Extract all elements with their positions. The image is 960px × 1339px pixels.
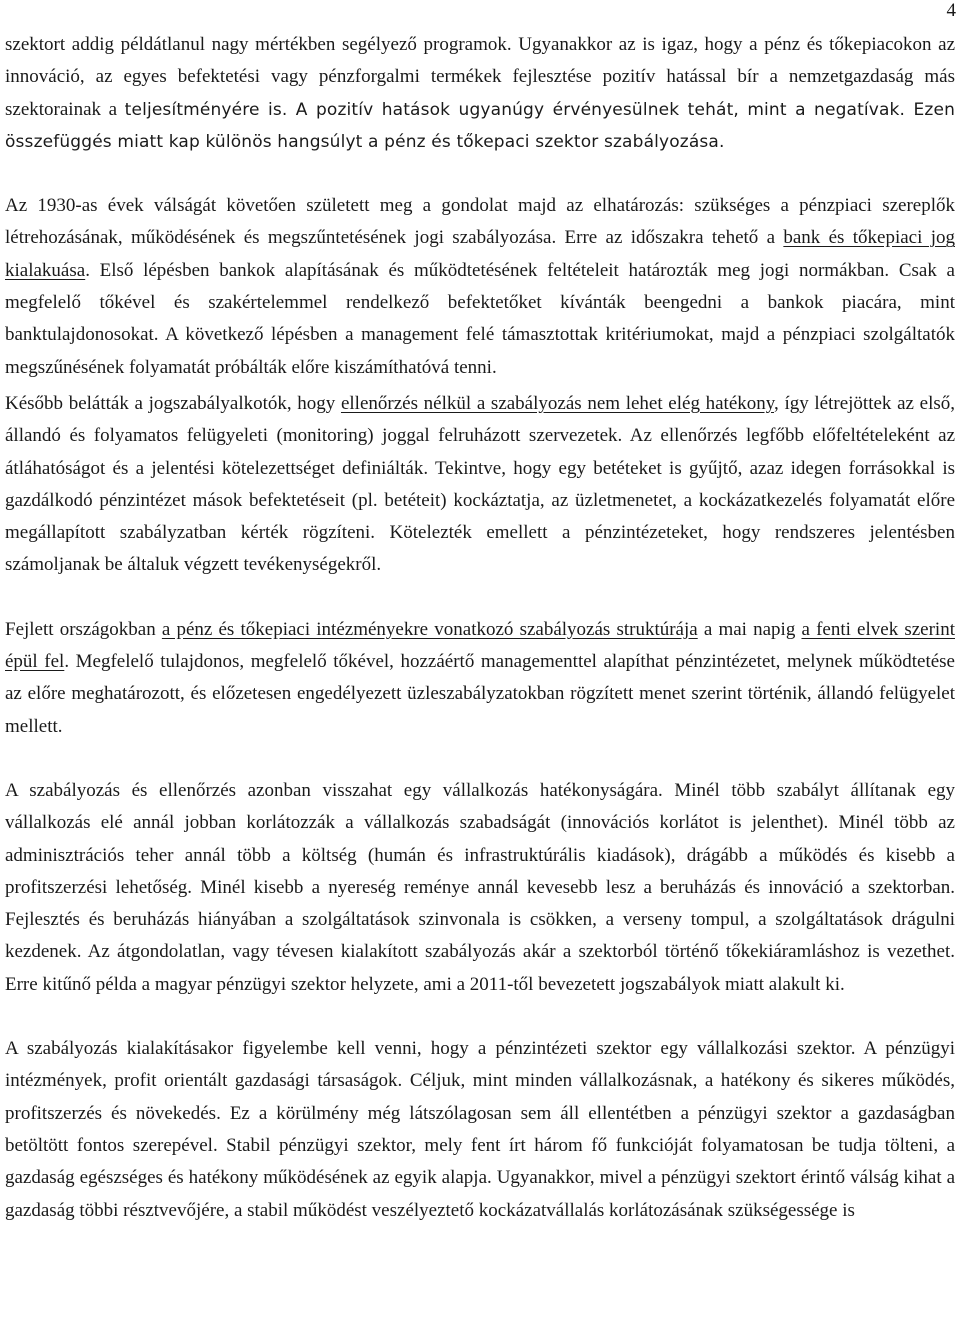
paragraph-1-sans-text: teljesítményére is. A pozitív hatások ugyanúgy érvényesülnek tehát, mint a negatívak. Ezen összefüggés miatt kap különös hangsúlyt a pénz és tőkepaci szektor szabályozása. — [5, 99, 955, 152]
paragraph-3-underlined-1: ellenőrzés nélkül a szabályozás nem lehet elég hatékony — [340, 392, 775, 414]
paragraph-4-text-1: Fejlett országokban — [5, 618, 162, 640]
paragraph-4-text-2: a mai napig — [697, 618, 802, 640]
paragraph-1 — [5, 29, 955, 158]
paragraph-2-text-1: Az 1930-as évek válságát követően született meg a gondolat majd az elhatározás: szükséges a pénzpiaci szereplők létrehozásának, működésének és megszűntetésének jogi szabályozása. Erre az időszakra tehető a — [5, 195, 955, 249]
paragraph-1-serif-text: szektort addig példátlanul nagy mértékben segélyező programok. Ugyanakkor az is igaz, hogy a pénz és tőkepiacokon az innováció, az egyes befektetési vagy pénzforgalmi termékek fejlesztése pozitív hatással bír a nemzetgazdaság más szektorainak a — [5, 34, 955, 120]
paragraph-3-text-1: Később belátták a jogszabályalkotók, hogy — [5, 392, 341, 414]
paragraph-3 — [5, 388, 955, 582]
paragraph-4-text-3: . Megfelelő tulajdonos, megfelelő tőkével, hozzáértő managementtel alapíthat pénzintézetet, melynek működtetése az előre meghatározott, és előzetesen engedélyezett üzleszabályzatokban rögzített menet szerint történik, állandó felügyelet mellett. — [5, 651, 955, 737]
document-body — [5, 29, 955, 1227]
paragraph-3-text-2: , így létrejöttek az első, állandó és folyamatos felügyeleti (monitoring) joggal felruházott szervezetek. Az ellenőrzés legfőbb előfeltételeként az átláhatóságot és a jelentési kötelezettséget definiálták. Tekintve, hogy egy betéteket is gyűjtő, azaz idegen forrásokkal is gazdálkodó pénzintézet mások befektetéseit (pl. betéteit) kockáztatja, az üzletmenetet, a kockázatkezelés folyamatát előre megállapított szabályzatban kérték rögzíteni. Kötelezték emellett a pénzintézeteket, hogy rendszeres jelentésben számoljanak be általuk végzett tevékenységekről. — [5, 392, 955, 576]
page-number: 4 — [946, 0, 956, 21]
paragraph-2-underlined-1: bank és tőkepiaci jog kialakuása — [5, 227, 955, 281]
paragraph-2 — [5, 190, 955, 384]
paragraph-4-underlined-1: a pénz és tőkepiaci intézményekre vonatkozó szabályozás struktúrája — [161, 618, 698, 640]
paragraph-6: A szabályozás kialakításakor figyelembe kell venni, hogy a pénzintézeti szektor egy vállalkozási szektor. A pénzügyi intézmények, profit orientált gazdasági társaságok. Céljuk, mint minden vállalkozásnak, a hatékony és sikeres működés, profitszerzés és növekedés. Ez a körülmény még látszólagosan sem áll ellentétben a pénzügyi szektor a gazdaságban betöltött fontos szerepével. Stabil pénzügyi szektor, mely fent írt három fő funkcióját folyamatosan be tudja tölteni, a gazdaság egészséges és hatékony működésének az egyik alapja. Ugyanakkor, mivel a pénzügyi szektort érintő válság kihat a gazdaság többi résztvevőjére, a stabil működést veszélyeztető kockázatvállalás korlátozásának szükségessége is — [5, 1038, 955, 1221]
paragraph-5: A szabályozás és ellenőrzés azonban visszahat egy vállalkozás hatékonyságára. Minél több szabályt állítanak egy vállalkozás elé annál jobban korlátozzák a vállalkozás szabadságát (innovációs korlátot is jelenthet). Minél több az adminisztrációs teher annál több a költség (humán és infrastruktúrális kiadások), drágább a működés és kisebb a profitszerzési lehetőség. Minél kisebb a nyereség reménye annál kevesebb lesz a beruházás és innováció a szektorban. Fejlesztés és beruházás hiányában a szolgáltatások szinvonala is csökken, a verseny tompul, a szolgáltatások drágulni kezdenek. Az átgondolatlan, vagy tévesen kialakított szabályozás akár a szektorból történő tőkekiáramláshoz is vezethet. Erre kitűnő példa a magyar pénzügyi szektor helyzete, ami a 2011-től bevezetett jogszabályok miatt alakult ki. — [5, 779, 955, 995]
paragraph-4 — [5, 614, 955, 743]
paragraph-2-text-2: . Első lépésben bankok alapításának és működtetésének feltételeit határozták meg jogi normákban. Csak a megfelelő tőkével és szakértelemmel rendelkező befektetőket kívánták beengedni a bankok piacára, mint banktulajdonosokat. A következő lépésben a management felé támasztottak kritériumokat, majd a pénzpiaci szolgáltatók megszűnésének folyamatát próbálták előre kiszámíthatóvá tenni. — [5, 259, 955, 378]
paragraph-4-underlined-2: a fenti elvek szerint épül fel — [5, 618, 955, 673]
